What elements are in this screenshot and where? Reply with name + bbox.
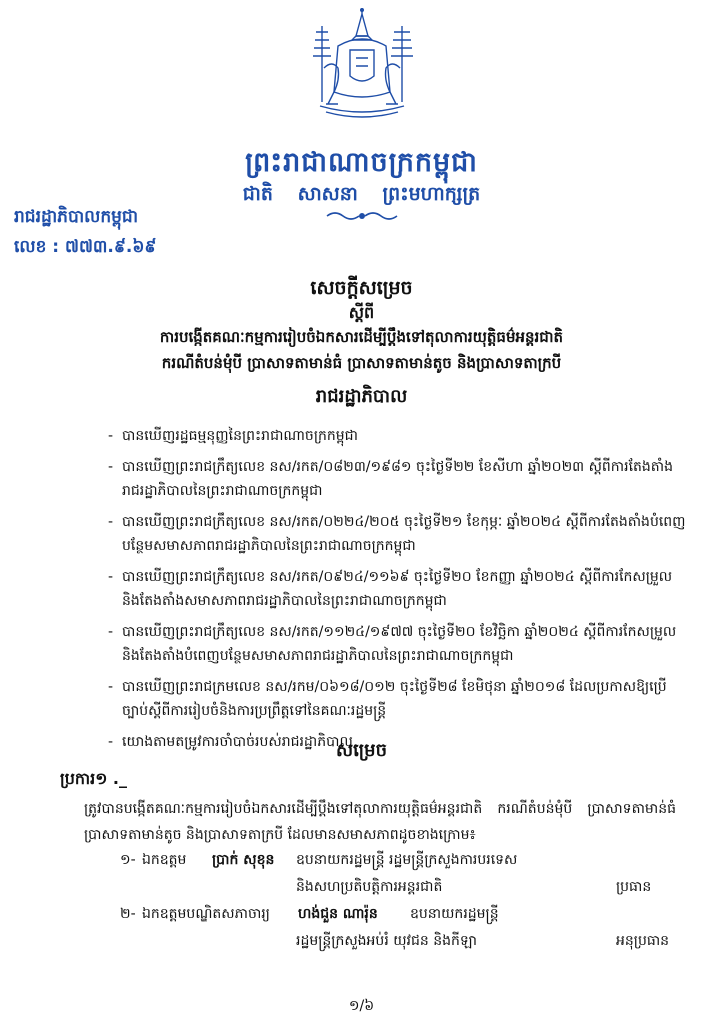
motto-nation: ជាតិ: [242, 183, 273, 205]
member-role: ប្រធាន: [616, 879, 652, 895]
consideration-text: បានឃើញព្រះរាជក្រឹត្យលេខ នស/រកត/០៨២៣/១៩៨១ ចុះថ្ងៃទី២២ ខែសីហា ឆ្នាំ២០២៣ ស្តីពីការតែងតាំងរាជរដ្ឋាភិបាលនៃព្រះរាជាណាចក្រកម្ពុជា: [122, 459, 674, 499]
member-row-cont: [120, 873, 690, 900]
consideration-item: - បានឃើញព្រះរាជក្រឹត្យលេខ នស/រកត/០២២៤/២០៥ ចុះថ្ងៃទី២១ ខែកុម្ភៈ ឆ្នាំ២០២៤ ស្តីពីការតែងតាំងបំពេញបន្ថែមសមាសភាពរាជរដ្ឋាភិបាលនៃព្រះរាជាណាចក្រកម្ពុជា: [108, 510, 688, 558]
document-title: សេចក្តីសម្រេច: [310, 277, 413, 299]
member-honorific: ឯកឧត្តមបណ្ឌិតសភាចារ្យ: [142, 906, 270, 922]
consideration-item: - បានឃើញព្រះរាជក្រឹត្យលេខ នស/រកត/០៩២៤/១១៦៩ ចុះថ្ងៃទី២០ ខែកញ្ញា ឆ្នាំ២០២៤ ស្តីពីការកែសម្រួលនិងតែងតាំងសមាសភាពរាជរដ្ឋាភិបាលនៃព្រះរាជាណាចក្រកម្ពុជា: [108, 565, 688, 613]
reference-number: លេខ : ៧៧៣.៩.៦៩: [14, 237, 157, 257]
committee-members: [120, 846, 690, 954]
member-number: ២-: [120, 906, 136, 922]
consideration-text: បានឃើញព្រះរាជក្រឹត្យលេខ នស/រកត/១១២៤/១៩៧៧ ចុះថ្ងៃទី២០ ខែវិច្ឆិកា ឆ្នាំ២០២៤ ស្តីពីការកែសម្រួលនិងតែងតាំងបំពេញបន្ថែមសមាសភាពរាជរដ្ឋាភិបាលនៃព្រះរាជាណាចក្រកម្ពុជា: [122, 624, 677, 664]
document-subject-label: ស្តីពី: [348, 303, 375, 322]
member-name: ហង់ជួន ណារ៉ុន: [298, 906, 378, 922]
article-1-body: ត្រូវបានបង្កើតគណៈកម្មការរៀបចំឯកសារដើម្បីប្តឹងទៅតុលាការយុត្តិធម៌អន្តរជាតិ ករណីតំបន់មុំបី ប្រាសាទតាមាន់ធំ ប្រាសាទតាមាន់តូច និងប្រាសាទតាក្របី ដែលមានសមាសភាពដូចខាងក្រោម៖: [84, 801, 676, 843]
consideration-text: យោងតាមតម្រូវការចាំបាច់របស់រាជរដ្ឋាភិបាល: [122, 734, 353, 750]
member-name: ប្រាក់ សុខុន: [212, 852, 275, 868]
ornament-divider: [325, 209, 399, 223]
consideration-text: បានឃើញព្រះរាជក្រមលេខ នស/រកម/០៦១៨/០១២ ចុះថ្ងៃទី២៨ ខែមិថុនា ឆ្នាំ២០១៨ ដែលប្រកាសឱ្យប្រើច្បាប់ស្តីពីការរៀបចំនិងការប្រព្រឹត្តទៅនៃគណៈរដ្ឋមន្ត្រី: [122, 679, 667, 719]
member-row: [120, 900, 690, 927]
motto-religion: សាសនា: [297, 183, 358, 205]
member-number: ១-: [120, 852, 136, 868]
decides-heading: សម្រេច: [335, 740, 388, 761]
member-position: ឧបនាយករដ្ឋមន្ត្រី រដ្ឋមន្ត្រីក្រសួងការបរទេស: [296, 852, 518, 868]
issuer-heading: រាជរដ្ឋាភិបាល: [315, 386, 408, 407]
member-position: ឧបនាយករដ្ឋមន្ត្រី: [410, 906, 499, 922]
member-role: អនុប្រធាន: [616, 933, 670, 949]
member-honorific: ឯកឧត្តម: [142, 852, 187, 868]
issuing-government: រាជរដ្ឋាភិបាលកម្ពុជា: [14, 207, 139, 227]
royal-coat-of-arms-emblem: [302, 6, 422, 122]
member-row: [120, 846, 690, 873]
consideration-item: - បានឃើញរដ្ឋធម្មនុញ្ញនៃព្រះរាជាណាចក្រកម្ពុជា: [108, 424, 688, 448]
member-position: រដ្ឋមន្ត្រីក្រសួងអប់រំ យុវជន និងកីឡា: [296, 933, 477, 949]
consideration-item: - បានឃើញព្រះរាជក្រឹត្យលេខ នស/រកត/០៨២៣/១៩៨១ ចុះថ្ងៃទី២២ ខែសីហា ឆ្នាំ២០២៣ ស្តីពីការតែងតាំងរាជរដ្ឋាភិបាលនៃព្រះរាជាណាចក្រកម្ពុជា: [108, 455, 688, 503]
consideration-item: - បានឃើញព្រះរាជក្រមលេខ នស/រកម/០៦១៨/០១២ ចុះថ្ងៃទី២៨ ខែមិថុនា ឆ្នាំ២០១៨ ដែលប្រកាសឱ្យប្រើច្បាប់ស្តីពីការរៀបចំនិងការប្រព្រឹត្តទៅនៃគណៈរដ្ឋមន្ត្រី: [108, 675, 688, 723]
consideration-item: - យោងតាមតម្រូវការចាំបាច់របស់រាជរដ្ឋាភិបាល: [108, 730, 688, 754]
consideration-text: បានឃើញព្រះរាជក្រឹត្យលេខ នស/រកត/០២២៤/២០៥ ចុះថ្ងៃទី២១ ខែកុម្ភៈ ឆ្នាំ២០២៤ ស្តីពីការតែងតាំងបំពេញបន្ថែមសមាសភាពរាជរដ្ឋាភិបាលនៃព្រះរាជាណាចក្រកម្ពុជា: [122, 514, 686, 554]
consideration-text: បានឃើញរដ្ឋធម្មនុញ្ញនៃព្រះរាជាណាចក្រកម្ពុជា: [122, 428, 358, 444]
subject-line-2: ករណីតំបន់មុំបី ប្រាសាទតាមាន់ធំ ប្រាសាទតាមាន់តូច និងប្រាសាទតាក្របី: [161, 354, 562, 372]
member-position: និងសហប្រតិបត្តិការអន្តរជាតិ: [296, 879, 443, 895]
member-row-cont: [120, 927, 690, 954]
subject-line-1: ការបង្កើតគណៈកម្មការរៀបចំឯកសារដើម្បីប្តឹងទៅតុលាការយុត្តិធម៌អន្តរជាតិ: [159, 328, 564, 346]
page-number: ១/៦: [348, 998, 375, 1014]
consideration-item: - បានឃើញព្រះរាជក្រឹត្យលេខ នស/រកត/១១២៤/១៩៧៧ ចុះថ្ងៃទី២០ ខែវិច្ឆិកា ឆ្នាំ២០២៤ ស្តីពីការកែសម្រួលនិងតែងតាំងបំពេញបន្ថែមសមាសភាពរាជរដ្ឋាភិបាលនៃព្រះរាជាណាចក្រកម្ពុជា: [108, 620, 688, 668]
consideration-text: បានឃើញព្រះរាជក្រឹត្យលេខ នស/រកត/០៩២៤/១១៦៩ ចុះថ្ងៃទី២០ ខែកញ្ញា ឆ្នាំ២០២៤ ស្តីពីការកែសម្រួលនិងតែងតាំងសមាសភាពរាជរដ្ឋាភិបាលនៃព្រះរាជាណាចក្រកម្ពុជា: [122, 569, 673, 609]
article-1-heading: ប្រការ១ ._: [60, 769, 127, 788]
kingdom-name: ព្រះរាជាណាចក្រកម្ពុជា: [245, 147, 478, 178]
considerations-list: [108, 424, 688, 761]
motto-king: ព្រះមហាក្សត្រ: [382, 183, 481, 205]
